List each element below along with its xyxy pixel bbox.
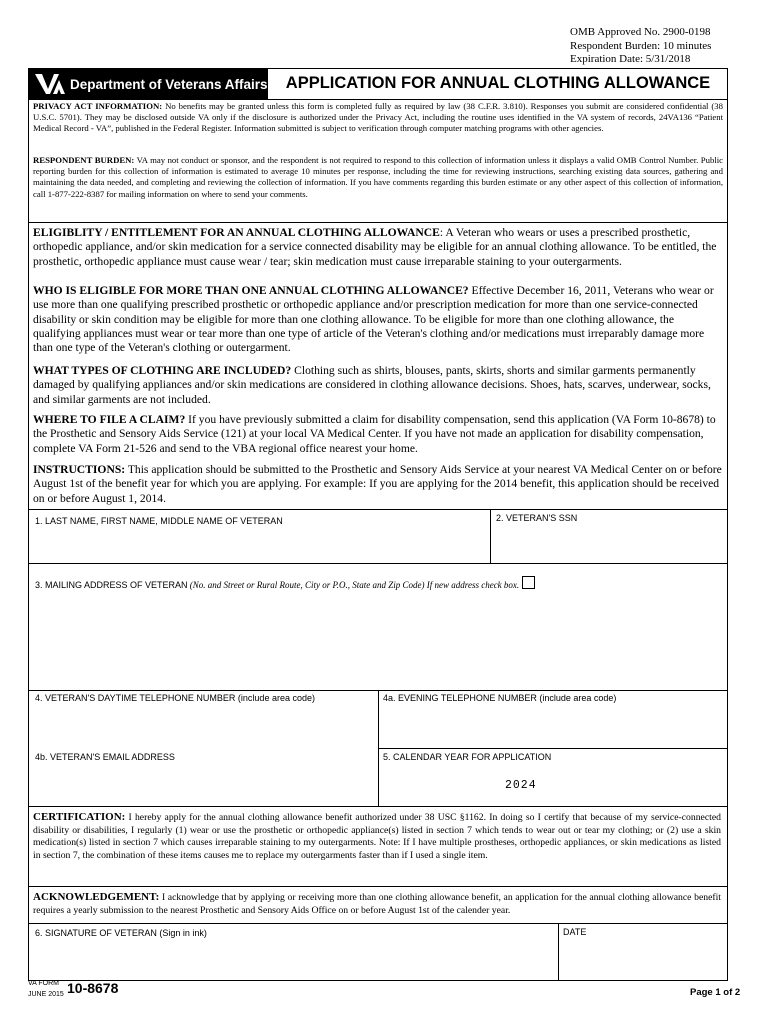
- respondent-burden-heading: RESPONDENT BURDEN:: [33, 155, 135, 165]
- acknowledgement-text: I acknowledge that by applying or receiving more than one clothing allowance benefit, an application for the annual clothing allowance benefit requires a yearly submission to the nearest Prosthetic and Sensory Aids Office on or before August 1st of the calender year.: [33, 892, 721, 916]
- divider: [28, 806, 728, 807]
- email-field[interactable]: [29, 765, 378, 805]
- instructions-section: [33, 463, 723, 506]
- divider: [28, 509, 728, 510]
- footer-va-form: VA FORM: [28, 980, 59, 987]
- omb-info: [570, 26, 711, 67]
- signature-label: 6. SIGNATURE OF VETERAN (Sign in ink): [35, 928, 207, 938]
- privacy-act-text: No benefits may be granted unless this form is completed fully as required by law (38 C.F.R. 3.810). Responses you submit are considered confidential (38 U.S.C. 5701). They may be disclosed outside VA only if the disclosure is authorized under the Privacy Act, including the routine uses identified in the VA system of records, 24VA136 “Patient Medical Record - VA”, published in the Federal Register. Information submitted is subject to verification through computer matching programs with other agencies.: [33, 101, 723, 134]
- veteran-name-label: 1. LAST NAME, FIRST NAME, MIDDLE NAME OF VETERAN: [35, 516, 283, 526]
- where-to-file-section: [33, 413, 723, 456]
- footer-form-date: JUNE 2015: [28, 991, 64, 998]
- acknowledgement-heading: ACKNOWLEDGEMENT:: [33, 891, 160, 903]
- where-to-file-heading: WHERE TO FILE A CLAIM?: [33, 413, 186, 426]
- signature-field[interactable]: [29, 941, 558, 979]
- page-number: Page 1 of 2: [690, 987, 741, 998]
- divider: [378, 748, 728, 749]
- clothing-types-section: [33, 364, 723, 407]
- acknowledgement-section: [33, 891, 721, 917]
- mailing-address-label: [35, 576, 535, 590]
- new-address-checkbox[interactable]: [522, 576, 535, 589]
- privacy-act-heading: PRIVACY ACT INFORMATION:: [33, 101, 163, 111]
- respondent-burden-text: VA may not conduct or sponsor, and the respondent is not required to respond to this collection of information unless it displays a valid OMB Control Number. Public reporting burden for this collection of information is estimated to average 10 minutes per response, including the time for reviewing instructions, searching existing data sources, gathering and maintaining the data needed, and completing and reviewing the collection of information. If you have comments regarding this burden estimate or any other aspect of this collection of information, call 1-877-222-8387 for mailing information on where to send your comments.: [33, 155, 724, 199]
- respondent-burden-section: [33, 155, 723, 200]
- daytime-phone-field[interactable]: [29, 706, 378, 746]
- evening-phone-label: 4a. EVENING TELEPHONE NUMBER (include area code): [383, 693, 617, 703]
- mailing-address-hint: (No. and Street or Rural Route, City or P.O., State and Zip Code) If new address check box.: [187, 580, 520, 590]
- multiple-allowance-heading: WHO IS ELIGIBLE FOR MORE THAN ONE ANNUAL CLOTHING ALLOWANCE?: [33, 284, 469, 297]
- department-banner: [28, 68, 268, 100]
- instructions-text: This application should be submitted to the Prosthetic and Sensory Aids Service at your nearest VA Medical Center on or before August 1st of the benefit year for which you are applying. For example: If you are applying for the 2014 benefit, this application should be received on or before August 1, 2014.: [33, 463, 722, 505]
- veteran-ssn-label: 2. VETERAN'S SSN: [496, 513, 578, 523]
- footer-form-number: 10-8678: [67, 980, 119, 996]
- divider: [28, 923, 728, 924]
- certification-heading: CERTIFICATION:: [33, 811, 126, 823]
- instructions-heading: INSTRUCTIONS:: [33, 463, 126, 476]
- omb-approved-number: OMB Approved No. 2900-0198: [570, 26, 711, 38]
- where-to-file-text: If you have previously submitted a claim for disability compensation, send this application (VA Form 10-8678) to the Prosthetic and Sensory Aids Service (121) at your local VA Medical Center. If you have not made an application for disability compensation, complete VA Form 21-526 and send to the VBA regional office nearest your home.: [33, 413, 716, 455]
- divider: [28, 886, 728, 887]
- calendar-year-label: 5. CALENDAR YEAR FOR APPLICATION: [383, 752, 552, 762]
- certification-section: [33, 811, 721, 862]
- omb-expiration-date: Expiration Date: 5/31/2018: [570, 53, 691, 65]
- eligibility-text: : A Veteran who wears or uses a prescribed prosthetic, orthopedic appliance, and/or skin medication for a service connected disability may be eligible for an annual clothing allowance. To be entitled, the prosthetic, orthopedic appliance must cause wear / tear; skin medication must cause irreparable staining to your outergarments.: [33, 226, 717, 268]
- mailing-address-label-text: 3. MAILING ADDRESS OF VETERAN: [35, 580, 188, 590]
- date-field[interactable]: [559, 940, 727, 979]
- date-label: DATE: [563, 927, 587, 937]
- multiple-allowance-text: Effective December 16, 2011, Veterans who wear or use more than one qualifying prescribed prosthetic or orthopedic appliance and/or prescription medication for more than one service-connected disability or skin condition may be eligible for more than one clothing allowance. To be eligible for more than one clothing allowance, the qualifying appliances must wear or tear more than one type of article of the Veteran's clothing and/or medications must irreparably damage more than one type of the Veteran's clothing or outergarment.: [33, 284, 714, 355]
- email-label: 4b. VETERAN'S EMAIL ADDRESS: [35, 752, 175, 762]
- daytime-phone-label: 4. VETERAN'S DAYTIME TELEPHONE NUMBER (include area code): [35, 693, 315, 703]
- eligibility-heading: ELIGIBLITY / ENTITLEMENT FOR AN ANNUAL CLOTHING ALLOWANCE: [33, 226, 440, 239]
- veteran-name-field[interactable]: [29, 530, 490, 562]
- evening-phone-field[interactable]: [379, 706, 727, 746]
- multiple-allowance-section: [33, 284, 723, 355]
- privacy-act-section: [33, 101, 723, 135]
- divider: [28, 563, 728, 564]
- calendar-year-value[interactable]: 2024: [505, 779, 537, 792]
- divider: [28, 222, 728, 223]
- eligibility-section: [33, 226, 723, 269]
- clothing-types-heading: WHAT TYPES OF CLOTHING ARE INCLUDED?: [33, 364, 292, 377]
- omb-respondent-burden: Respondent Burden: 10 minutes: [570, 39, 712, 52]
- department-name: Department of Veterans Affairs: [70, 76, 268, 92]
- va-logo-icon: [33, 72, 67, 96]
- certification-text: I hereby apply for the annual clothing allowance benefit authorized under 38 USC §1162. In doing so I certify that because of my service-connected disability or disabilities, I regularly (1) wear or use the prosthetic or orthopedic appliance(s) listed in section 7 which tends to wear out or tear my clothing; or (2) use a skin medication(s) listed in section 7 which causes irreparable staining to my outergarments. Note: If I have multiple prostheses, orthopedic appliances, or skin medications as listed in section 7, the combination of these items causes me to replace my outergarments faster than if I used a single item.: [33, 812, 721, 861]
- veteran-ssn-field[interactable]: [491, 528, 727, 562]
- mailing-address-field[interactable]: [29, 592, 727, 690]
- form-title: APPLICATION FOR ANNUAL CLOTHING ALLOWANCE: [268, 68, 728, 100]
- clothing-types-text: Clothing such as shirts, blouses, pants, skirts, shorts and similar garments permanently damaged by qualifying appliances and/or skin medications are considered in clothing allowance decisions. Shoes, hats, scarves, underwear, socks, and similar garments are not included.: [33, 364, 711, 406]
